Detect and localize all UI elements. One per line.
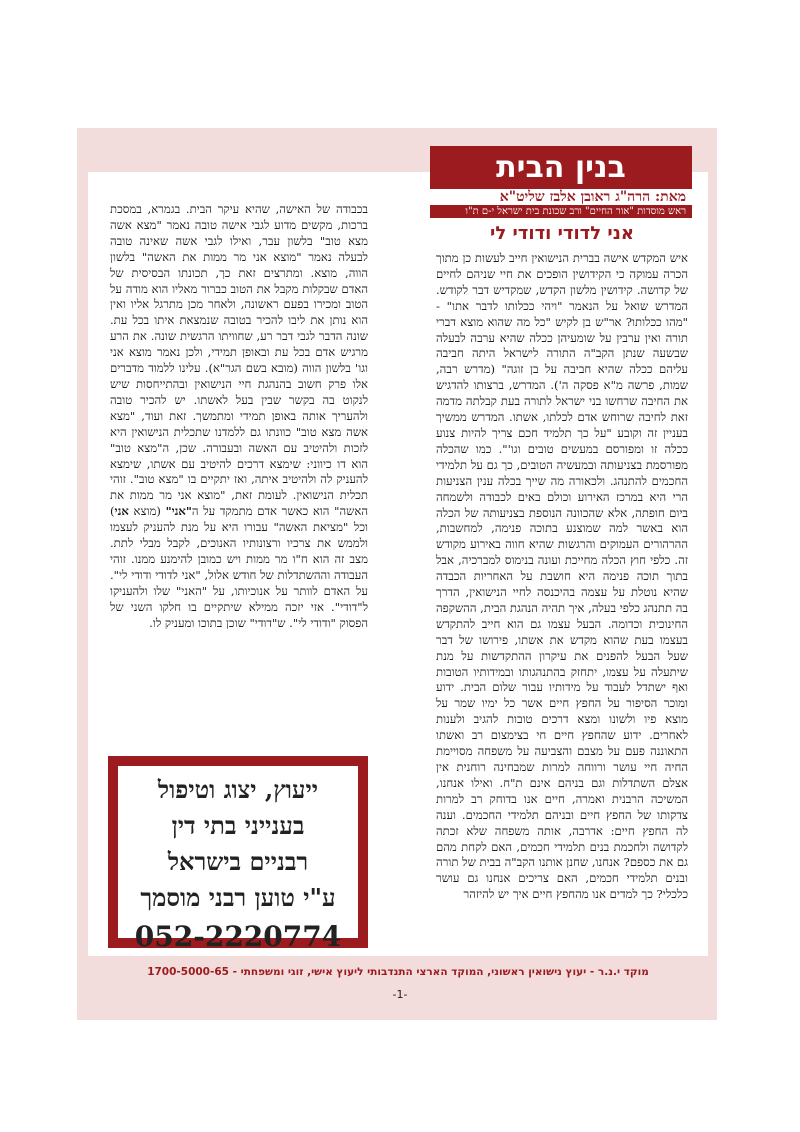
ad-phone-number[interactable]: 052-2220774 [134,920,342,953]
text-segment: ) וכל "מציאת האשה" עבורו היא על מנת להעניק לעצמו ולממש את צרכיו ורצונותיו האנוכים, לקבל מבלי לתת. מצב זה הוא ח"ו מר ממות ויש כמובן להימנע ממנו. זוהי העבודה וההשתדלות של חודש אלול, "אני לדודי ודודי לי". על האדם לוותר על אנוכיותו, על "האני" שלו ולהעניקו ל"דודי". אזי יזכה ממילא שיתקיים בו חלקו השני של הפסוק "ודודי לי". ש"דודי" שוכן בתוכו ומעניק לו. [110,504,368,630]
article-title: אני לדודי ודודי לי [490,223,634,244]
text-segment: (מוצא [128,504,166,519]
column-title: בנין הבית [496,150,626,185]
ad-line-4: ע"י טוען רבני מוסמך [140,883,336,912]
ad-line-2: בענייני בתי דין [171,811,305,840]
advertisement-body [118,766,358,953]
author-role: ראש מוסדות "אור החיים" ורב שכונת בית ישראל י-ם ת"ו [465,206,686,217]
article-left-column [110,202,368,631]
page-number: -1- [392,988,408,1001]
advertisement [108,756,368,953]
article-paragraph-right: איש המקדש אישה בברית הנישואין חייב לעשות כן מתוך הכרה עמוקה כי הקידושין הופכים את חיי שניהם לחיים של קדושה. קידושין מלשון הקדש, שמקדיש דבר לקודש. המדרש שואל על הנאמר "ויהי ככלותו לדבר אתו" - "מהו ככלותו? אר"ש בן לקיש "כל מה שהוא מוצא דברי תורה ואין ערבין על שומעיהן ככלה שהיא ערבה לבעלה שבשעה שנתן הקב"ה התורה לישראל היתה חביבה עליהם ככלה שהיא חביבה על בן זוגה" (מדרש רבה, שמות, פרשה מ"א פסקה ה'). המדרש, ברצותו להדגיש את החיבה שרחשו בני ישראל לתורה בעת קבלתה מדמה זאת לחיבה שרוחש אדם לכלתו, אשתו. המדרש ממשיך בעניין זה וקובע "על כך תלמיד חכם צריך להיות צנוע ככלה זו ומפורסם במעשים טובים וגו'". כמו שהכלה מפורסמת בצניעותה ובמעשיה הטובים, כך גם על תלמידי החכמים להתנהג. ולכאורה מה שייך בכלה ענין הצניעות הרי היא במרכז האירוע וכולם באים לכבודה ולשמחה ביום חופתה, אלא שהכוונה הנוספת בצניעותה של הכלה הוא באשר למה שמוצנע בתוכה פנימה, למחשבות, ההרהורים העמוקים והרגשות שהיא חווה באירוע מקודש זה. כלפי חוץ הכלה מחייכת ועונה בנימוס למברכיה, אבל בתוך תוכה פנימה היא חושבת על האחריות הכבדה שהיא נוטלת על עצמה בהיכנסה לחיי הנישואין, הדרך בה תתנהג כלפי בעלה, איך תהיה הנהגת הבית, ההשקפה החינוכית וכדומה. הבעל עצמו גם הוא חייב להתקדש בעצמו בעת שהוא מקדש את אשתו, פירושו של דבר שעל הבעל להפנים את עיקרון ההתקדשות על מנת שיתעלה על עצמו, יתחזק בהתנהגותו ובמידותיו הטובות ואף ישתדל לעבוד על מידותיו עבור שלום הבית. ידוע ומוכר הסיפור על החפץ חיים אשר כל ימיו שמר על מוצא פיו ולשונו ומצא דרכים טובות להגיב ולענות לאחרים. ידוע שהחפץ חיים חי בצימצום רב ואשתו התאוננה פעם על מצבם והצביעה על משפחה מסויימת החיה חיי עושר ורווחה למרות שמבחינה רוחנית אין אצלם השתדלות וגם בניהם אינם ת"ח. ואילו אנחנו, המשיכה הרבנית ואמרה, חיים אנו בדוחק רב למרות צדקותו של החפץ חיים ובניהם תלמידי החכמים. וענה לה החפץ חיים: אדרבה, אותה משפחה שלא זכתה לקדושה ולחכמת בנים תלמידי חכמים, האם לקחת מהם גם את כספם? אנחנו, שחנן אותנו הקב"ה בבית של תורה ובנים תלמידי חכמים, האם צריכים אנחנו גם עושר כלכלי? כך למדים אנו מהחפץ חיים איך יש להיזהר [436,251,688,902]
author-line: מאת: הרה"ג ראובן אלבז שליט"א [430,188,692,205]
bold-ani-quote: "אני" [165,504,192,519]
article-paragraph-left [110,202,368,631]
ad-line-3: רבניים בישראל [167,847,309,876]
text-segment: בכבודה של האישה, שהיא עיקר הבית. בגמרא, במסכת ברכות, מקשים מדוע לגבי אישה טובה נאמר "מצא אשה מצא טוב" בלשון עבר, ואילו לגבי אשה שאינה טובה לבעלה נאמר "מוצא אני מר ממות את האשה" בלשון הווה, מוצא. ומתרצים זאת כך, תכונתו הבסיסית של האדם שבקלות מקבל את הטוב כברור מאליו הוא מודה על הטוב ומכירו בפעם ראשונה, ולאחר מכן מתרגל אליו ואין הוא נותן את ליבו להכיר בטובה שנמצאת איתו בכל עת. שונה הדבר לגבי דבר רע, שחוויתו הרגשית שונה. את הרע מרגיש אדם בכל עת ובאופן תמידי, ולכן נאמר מוצא אני וגו' בלשון הווה (מובא בשם הגר"א). עלינו ללמוד מדברים אלו פרק חשוב בהנהגת חיי הנישואין ובהתייחסות שיש לנקוט בה בקשר שבין בעל לאשתו. יש להכיר טובה ולהעריך אותה באופן תמידי ומתמשך. זאת ועוד, "מצא אשה מצא טוב" כוונתו גם ללמדנו שתכלית הנישואין היא לזכות ולהיטיב עם האשה ובעבורה. שכן, ה"מצא טוב" הוא דו כיווני: שימצא דרכים להיטיב עם אשתו, שימצא להעניק לה ולהיטיב איתה, ואז יתקיים בו "מצא טוב". זוהי תכלית הנישואין. לעומת זאת, "מוצא אני מר ממות את האשה" הוא כאשר אדם מתמקד על ה [110,202,368,519]
bold-ani: אני [114,504,129,519]
footer-text: מוקד י.נ.ר - יעוץ נישואין ראשוני, המוקד הארצי התנדבותי ליעוץ אישי, זוגי ומשפחתי - 1700-5000-65 [147,966,649,978]
ad-line-1: ייעוץ, יצוג וטיפול [157,775,319,804]
column-header [430,146,692,218]
article-right-column [436,251,688,903]
